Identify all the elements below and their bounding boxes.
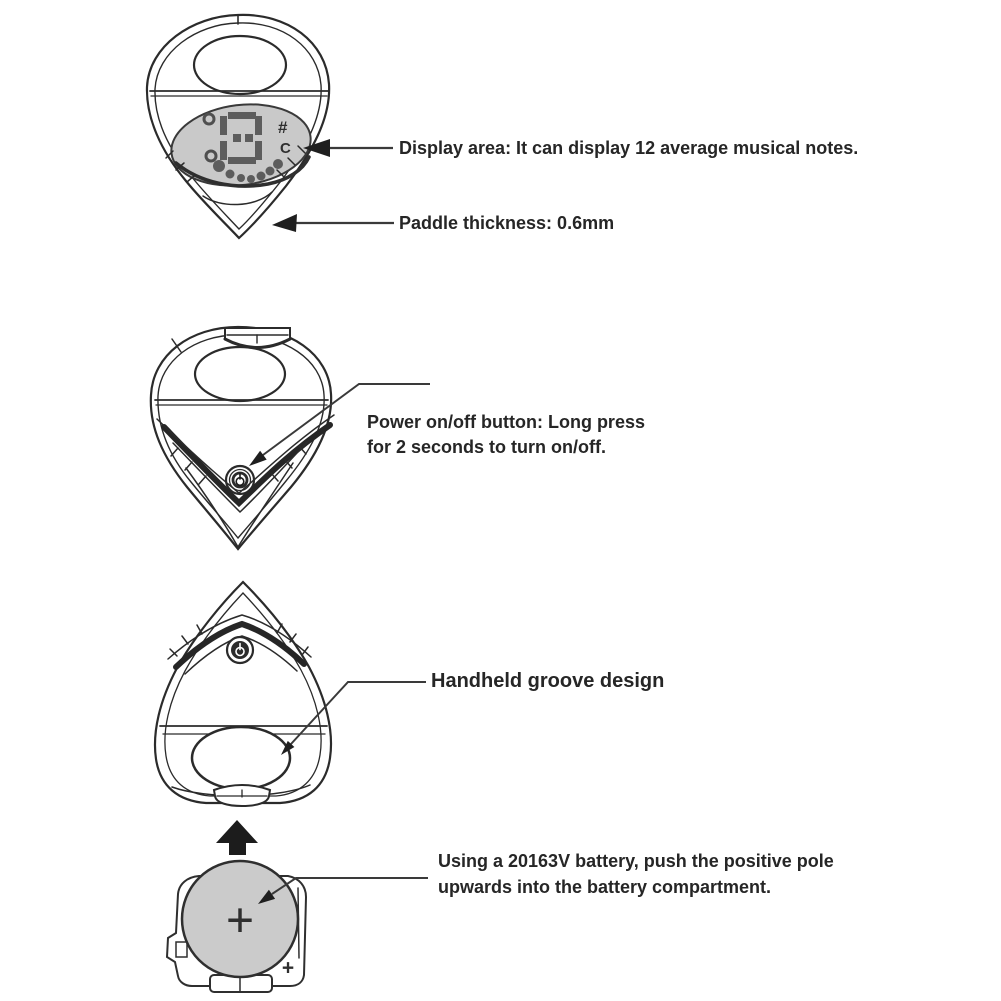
- tuner-front-view: [147, 15, 329, 238]
- battery-slot-tab: [214, 785, 270, 806]
- paddle-thickness-callout-arrow: [272, 214, 394, 232]
- holder-plus-marking: +: [281, 956, 295, 980]
- tuner-bottom-view: [155, 582, 331, 806]
- note-letter: C: [280, 140, 291, 157]
- pick-outline-inner: [158, 335, 324, 538]
- thumb-hole: [195, 347, 285, 401]
- battery-note: [438, 848, 834, 900]
- tuner-back-view: [151, 327, 334, 549]
- sharp-symbol: #: [278, 118, 288, 137]
- handheld-groove-callout-arrow: [281, 682, 426, 755]
- handheld-groove: [192, 727, 290, 789]
- power-button-note-line1: Power on/off button: Long press: [367, 412, 645, 432]
- lcd-display: [167, 97, 316, 193]
- handheld-groove-note: Handheld groove design: [431, 670, 665, 692]
- arrowhead: [272, 214, 297, 232]
- battery-note-line1: Using a 20163V battery, push the positive pole: [438, 851, 834, 871]
- up-arrow-icon: [216, 820, 258, 855]
- thumb-hole: [194, 36, 286, 94]
- power-button: [227, 637, 253, 663]
- paddle-thickness-note: Paddle thickness: 0.6mm: [399, 213, 615, 233]
- battery-illustration: [167, 820, 306, 992]
- battery-slot-tab: [225, 328, 290, 348]
- battery-plus-marking: +: [225, 894, 255, 948]
- power-button-note-line2: for 2 seconds to turn on/off.: [367, 437, 606, 457]
- display-area-note: Display area: It can display 12 average musical notes.: [399, 138, 859, 158]
- power-button-note: [367, 410, 645, 460]
- battery-note-line2: upwards into the battery compartment.: [438, 877, 772, 897]
- display-area-callout-arrow: [303, 139, 393, 157]
